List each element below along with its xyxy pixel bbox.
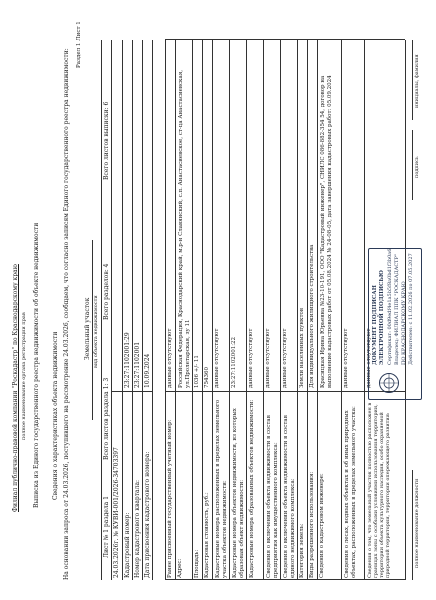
detail-label: Виды разрешенного использования: (309, 471, 315, 578)
stamp-line-2: ЭЛЕКТРОННОЙ ПОДПИСЬЮ (379, 269, 385, 365)
stamp-line-4: Владелец: ФИЛИАЛ ППК "РОСКАДАСТР" (394, 253, 400, 365)
detail-value: данные отсутствуют (265, 328, 271, 388)
detail-label: Адрес: (177, 558, 183, 578)
signer-position-caption: полное наименование должности (414, 478, 420, 568)
total-sheets: Всего листов выписки: 6 (103, 101, 110, 180)
signature-stamp (368, 248, 422, 400)
assign-date-value: 10.09.2024 (144, 353, 151, 388)
initials-line (412, 40, 413, 120)
detail-value: 23:27:1102001:22 (231, 336, 237, 388)
detail-label: Категория земель: (299, 523, 305, 578)
agency-name: Филиал публично-правовой компании "Роскадастр" по Краснодарскому краю (12, 264, 19, 512)
agency-note: полное наименование органа регистрации прав (21, 312, 27, 440)
detail-value: данные отсутствуют (167, 328, 173, 388)
total-sections: Всего разделов: 4 (103, 263, 110, 320)
detail-value: 754360 (204, 367, 210, 388)
assign-date-label: Дата присвоения кадастрового номера: (144, 451, 151, 578)
detail-value: данные отсутствуют (366, 328, 372, 388)
detail-value: данные отсутствуют (248, 328, 254, 388)
detail-value: 1036 +/- 11 (194, 355, 200, 388)
detail-label: Сведения о включении объекта недвижимости в состав предприятия как имущественного комплекса: (266, 415, 279, 578)
section-number: Раздел 1 Лист 1 (76, 21, 82, 68)
detail-value: Земли населенных пунктов (299, 308, 305, 388)
request-line: На основании запроса от 24.03.2026, поступившего на рассмотрение 24.03.2026, сообщаем, что согласно записям Единого государственного реестра недвижимости: (63, 48, 70, 580)
object-type-note: вид объекта недвижимости (93, 295, 99, 368)
detail-label: Сведения о кадастровом инженере: (319, 473, 325, 578)
detail-label: Кадастровая стоимость, руб.: (204, 492, 210, 578)
detail-value: данные отсутствуют (343, 328, 349, 388)
stamp-line-1: ДОКУМЕНТ ПОДПИСАН (372, 285, 378, 365)
sheet-number: Лист № 1 раздела 1 (103, 496, 110, 558)
detail-value: Российская Федерация, Краснодарский край, м.р-н Славянский, с.п. Анастасиевское, ст-ца Анастасиевская, ул.Пролетарская, зу 11 (178, 70, 191, 388)
quarter-number-value: 23:27:1102001 (134, 341, 141, 388)
position-line (412, 470, 413, 580)
date-and-number: 24.03.2026г. № КУВИ-001/2026-34703397 (113, 447, 120, 578)
detail-label: Кадастровые номера объектов недвижимости, из которых образован объект недвижимости: (232, 408, 245, 578)
detail-label: Сведения о лесах, водных объектах и об иных природных объектах, расположенных в пределах земельного участка: (344, 406, 357, 578)
quarter-number-label: Номер кадастрового квартала: (134, 479, 141, 578)
emblem-icon (378, 372, 400, 394)
detail-label: Сведения о включении объекта недвижимости в состав единого недвижимого комплекса: (283, 415, 296, 578)
detail-value: Для индивидуального жилищного строительства (309, 244, 315, 388)
signature-caption: подпись (414, 156, 420, 178)
stamp-line-6: Действителен: с 11.02.2026 по 07.05.2027 (408, 253, 414, 365)
signature-line (412, 130, 413, 200)
document-title: Выписка из Единого государственного реестра недвижимости об объекте недвижимости (33, 222, 40, 508)
detail-label: Кадастровые номера расположенных в пределах земельного участка объектов недвижимости: (215, 399, 228, 578)
detail-value: данные отсутствуют (282, 328, 288, 388)
stamp-line-5: ПО КРАСНОДАРСКОМУ КРАЮ (401, 281, 407, 365)
detail-label: Площадь: (194, 549, 200, 578)
initials-caption: инициалы, фамилия (414, 54, 420, 108)
section-sheets: Всего листов раздела 1: 3 (103, 377, 110, 460)
detail-label: Кадастровые номера образованных объектов недвижимости: (249, 399, 255, 578)
cadastral-number-label: Кадастровый номер: (124, 512, 131, 578)
detail-label: Сведения о том, что земельный участок полностью расположен в границах зоны с особыми условиями использования территории, территории объекта культурного наследия, особо охраняемой природной территории, территории опережающего развития: (367, 402, 391, 578)
object-type: Земельный участок (84, 297, 91, 360)
section-subtitle: Сведения о характеристиках объекта недвижимости (52, 331, 59, 500)
detail-value: Красицкая Ирина Юрьевна №23-10-191, ООО "Кадастровый инженер", СНИЛС 086-882-354 54, договор на выполнение кадастровых работ от 05.08.2024 № 24-08-05, дата завершения кадастровых работ: 05.09.2024 (320, 75, 333, 388)
stamp-line-3: Сертификат: 00d9edf4e1a5b5f8a0bd1f3b0a6 (387, 248, 393, 365)
cadastral-number-value: 23:27:1102001:29 (124, 332, 131, 388)
detail-label: Ранее присвоенный государственный учетный номер: (167, 419, 173, 578)
detail-value: данные отсутствуют (214, 328, 220, 388)
